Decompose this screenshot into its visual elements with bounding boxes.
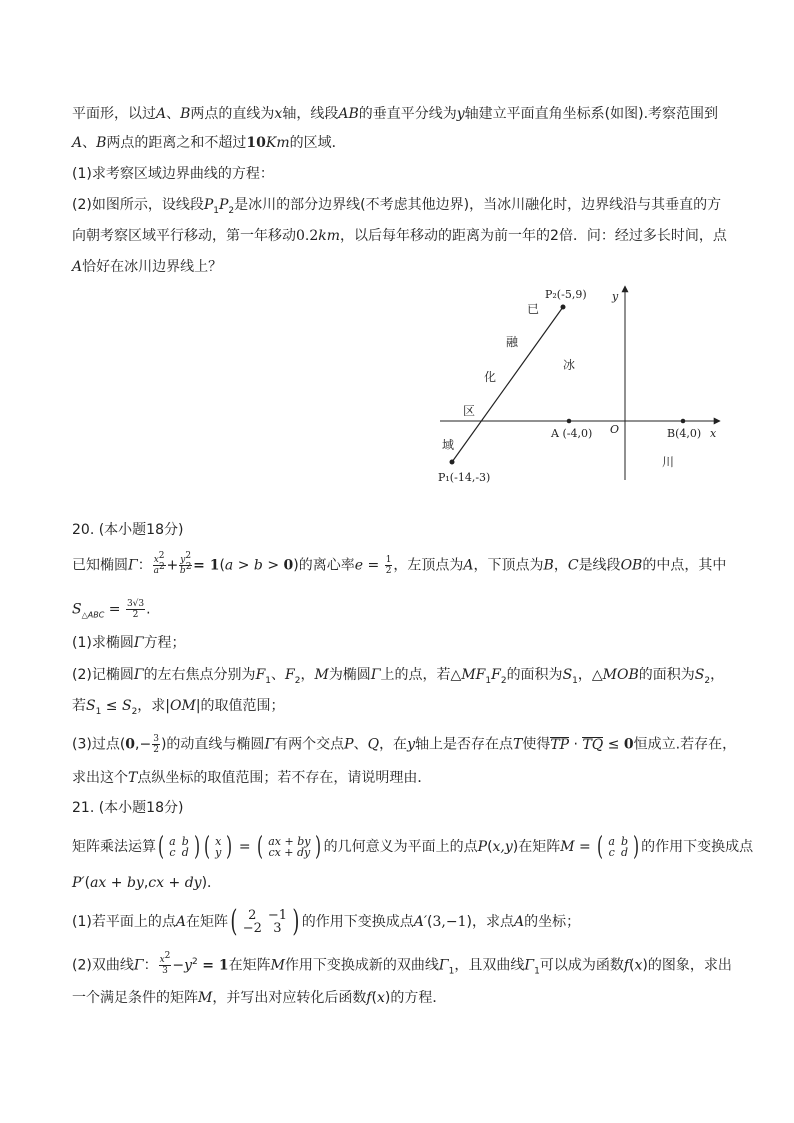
p1-label: P₁(-14,-3) (438, 471, 491, 484)
point-a (567, 419, 572, 424)
y-axis-label: y (612, 290, 619, 303)
q21-heading: 21. (本小题18分) (72, 800, 184, 816)
a-label: A (-4,0) (551, 427, 593, 440)
point-p1 (450, 460, 455, 465)
q21-statement-line2: P′(ax + by,cx + dy)． (72, 875, 222, 891)
melt-char-2: 融 (506, 335, 519, 349)
melt-char-4: 区 (463, 404, 476, 418)
q20-statement-line1: 已知椭圆Γ： $\frac{x^2}{a^2}$ + $\frac{y^2}{b^2}$ = 1(a > b > 0)的离心率e = $\frac{1}{2}$ ，左顶点为A，下顶点为B，C是线段OB的中点，其中 (72, 551, 727, 576)
q21-statement-line1: 矩阵乘法运算 ( a b c d ) ( x y ) = ( ax + by cx + dy ) 的几何意义为平面上的点P(x,y)在矩阵M = ( a b c d ) 的作用下变换成点 (72, 832, 754, 862)
q19-intro-line1: 平面形，以过A、B两点的直线为x轴，线段AB的垂直平分线为y轴建立平面直角坐标系(如图).考察范围到 (72, 106, 719, 122)
q19-part2-line3: A恰好在冰川边界线上？ (72, 259, 223, 275)
q20-statement-line2: $S_{\triangle ABC}$ = $\frac{3√3}{2}$ . (72, 599, 151, 620)
q19-intro-line2: A、B两点的距离之和不超过10Km的区域． (72, 135, 346, 151)
point-p2 (561, 305, 566, 310)
melt-char-5: 域 (442, 438, 455, 452)
boundary-segment-p1p2 (452, 307, 563, 462)
origin-label: O (610, 423, 620, 436)
q19-part2-line2: 向朝考察区域平行移动，第一年移动0.2km，以后每年移动的距离为前一年的2倍．问：经过多长时间，点 (72, 228, 727, 244)
q20-part1: (1)求椭圆Γ方程； (72, 635, 186, 651)
river-char: 川 (662, 455, 675, 469)
q21-part2-line1: (2)双曲线Γ： $\frac{x^2}{3}$ $-y^2 = 1$在矩阵M作用下变换成新的双曲线$\Gamma_1$，且双曲线$\Gamma_1$可以成为函数f(x)的图象，求出 (72, 951, 732, 977)
q19-part1: (1)求考察区域边界曲线的方程： (72, 166, 274, 182)
glacier-figure (432, 280, 732, 495)
melt-char-1: 已 (527, 302, 540, 316)
b-label: B(4,0) (667, 427, 702, 440)
x-axis-label: x (710, 427, 717, 440)
figure-svg (432, 280, 732, 495)
q20-part3-line1: (3)过点(0,− $\frac{3}{2}$ )的动直线与椭圆Γ有两个交点P、Q，在y轴上是否存在点T使得TP · TQ ≤ 0恒成立.若存在， (72, 734, 737, 755)
q19-part2-line1: (2)如图所示，设线段$P_1P_2$是冰川的部分边界线(不考虑其他边界)，当冰川融化时，边界线沿与其垂直的方 (72, 197, 722, 216)
q21-part1: (1)若平面上的点A在矩阵 ( 2 −1 −2 3 ) 的作用下变换成点A′(3,−1)，求点A的坐标； (72, 904, 581, 939)
melt-char-3: 化 (484, 370, 497, 384)
ice-char: 冰 (563, 358, 576, 372)
p2-label: P₂(-5,9) (545, 288, 587, 301)
q21-part2-line2: 一个满足条件的矩阵M，并写出对应转化后函数f(x)的方程． (72, 990, 447, 1006)
point-b (681, 419, 686, 424)
q20-part2-line2: 若$S_1 \le S_2$，求|OM|的取值范围； (72, 698, 285, 717)
q20-part3-line2: 求出这个T点纵坐标的取值范围；若不存在，请说明理由． (72, 770, 432, 786)
q20-heading: 20. (本小题18分) (72, 522, 184, 538)
q20-part2-line1: (2)记椭圆Γ的左右焦点分别为$F_1$、$F_2$，M为椭圆Γ上的点，若$\triangle MF_1F_2$的面积为$S_1$，△MOB的面积为$S_2$， (72, 667, 725, 686)
